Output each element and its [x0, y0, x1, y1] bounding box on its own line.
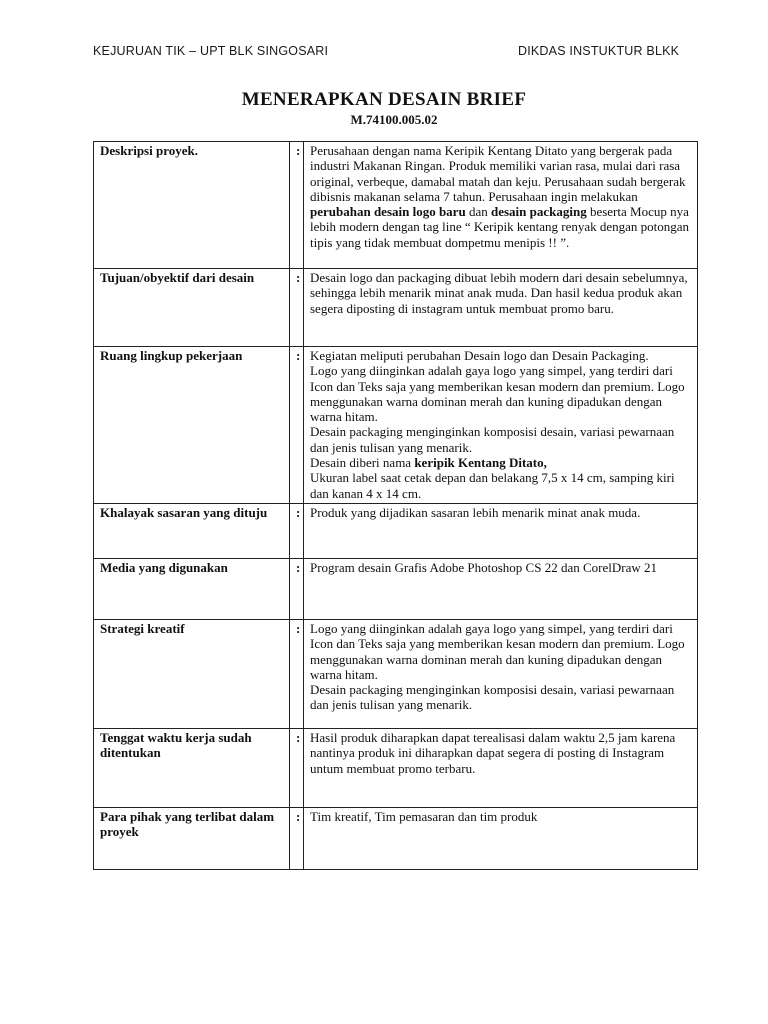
document-code: M.74100.005.02	[350, 112, 438, 127]
row-separator: :	[290, 729, 304, 808]
value-line: Desain packaging menginginkan komposisi desain, variasi pewarnaan dan jenis tulisan yang menarik.	[310, 682, 675, 713]
row-value	[304, 620, 698, 729]
row-separator: :	[290, 142, 304, 269]
row-tenggat-waktu	[94, 729, 698, 808]
row-separator: :	[290, 808, 304, 870]
row-label: Strategi kreatif	[94, 620, 290, 729]
value-line: Kegiatan meliputi perubahan Desain logo dan Desain Packaging.	[310, 348, 649, 363]
row-value: Desain logo dan packaging dibuat lebih modern dari desain sebelumnya, sehingga lebih menarik minat anak muda. Dan hasil kedua produk akan segera diposting di instagram untuk membuat promo baru.	[304, 269, 698, 347]
row-strategi-kreatif	[94, 620, 698, 729]
value-line: Logo yang diinginkan adalah gaya logo yang simpel, yang terdiri dari Icon dan Teks saja yang memberikan kesan modern dan premium. Logo menggunakan warna dominan merah dan kuning dipadukan dengan warna hitam.	[310, 363, 685, 425]
row-separator: :	[290, 620, 304, 729]
row-label: Khalayak sasaran yang dituju	[94, 504, 290, 559]
row-tujuan-desain	[94, 269, 698, 347]
row-label: Tenggat waktu kerja sudah ditentukan	[94, 729, 290, 808]
row-value: Produk yang dijadikan sasaran lebih menarik minat anak muda.	[304, 504, 698, 559]
row-label: Para pihak yang terlibat dalam proyek	[94, 808, 290, 870]
row-value: Tim kreatif, Tim pemasaran dan tim produk	[304, 808, 698, 870]
row-ruang-lingkup	[94, 347, 698, 504]
row-label: Media yang digunakan	[94, 559, 290, 620]
value-bold-text: keripik Kentang Ditato,	[414, 455, 547, 471]
value-text: Desain diberi nama	[310, 455, 415, 471]
value-line	[310, 455, 693, 470]
row-para-pihak	[94, 808, 698, 870]
value-text: dan	[465, 204, 491, 220]
document-title: MENERAPKAN DESAIN BRIEF	[241, 89, 527, 110]
value-bold-text: desain packaging	[490, 204, 587, 220]
row-label: Ruang lingkup pekerjaan	[94, 347, 290, 504]
value-line: Ukuran label saat cetak depan dan belakang 7,5 x 14 cm, samping kiri dan kanan 4 x 14 cm.	[310, 470, 675, 501]
row-value	[304, 347, 698, 504]
row-separator: :	[290, 347, 304, 504]
header-left-text: KEJURUAN TIK – UPT BLK SINGOSARI	[93, 44, 329, 58]
row-value	[304, 142, 698, 269]
value-line: Logo yang diinginkan adalah gaya logo yang simpel, yang terdiri dari Icon dan Teks saja yang memberikan kesan modern dan premium. Logo menggunakan warna dominan merah dan kuning dipadukan dengan warna hitam.	[310, 621, 685, 682]
header-right-text: DIKDAS INSTUKTUR BLKK	[518, 44, 680, 58]
value-line: Desain packaging menginginkan komposisi desain, variasi pewarnaan dan jenis tulisan yang menarik.	[310, 424, 675, 455]
design-brief-table	[93, 141, 698, 870]
row-label: Tujuan/obyektif dari desain	[94, 269, 290, 347]
row-khalayak-sasaran	[94, 504, 698, 559]
row-separator: :	[290, 559, 304, 620]
value-text: Perusahaan dengan nama Keripik Kentang Ditato yang bergerak pada industri Makanan Ringan. Produk memiliki varian rasa, mulai dari rasa original, verbeque, damabal matah dan keju. Perusahaan sudah bergerak dibisnis makanan selama 7 tahun. Perusahaan ingin melakukan	[310, 143, 686, 204]
row-media	[94, 559, 698, 620]
row-separator: :	[290, 504, 304, 559]
value-bold-text: perubahan desain logo baru	[310, 204, 466, 220]
row-label: Deskripsi proyek.	[94, 142, 290, 269]
row-value: Program desain Grafis Adobe Photoshop CS 22 dan CorelDraw 21	[304, 559, 698, 620]
row-value: Hasil produk diharapkan dapat terealisasi dalam waktu 2,5 jam karena nantinya produk ini diharapkan dapat segera di posting di Instagram untum membuat promo terbaru.	[304, 729, 698, 808]
row-deskripsi-proyek	[94, 142, 698, 269]
value-text: beserta Mocup nya lebih modern dengan tag line “ Keripik kentang renyak dengan potongan tipis yang tidak membuat dompetmu menipis !! ”.	[310, 204, 690, 250]
row-separator: :	[290, 269, 304, 347]
